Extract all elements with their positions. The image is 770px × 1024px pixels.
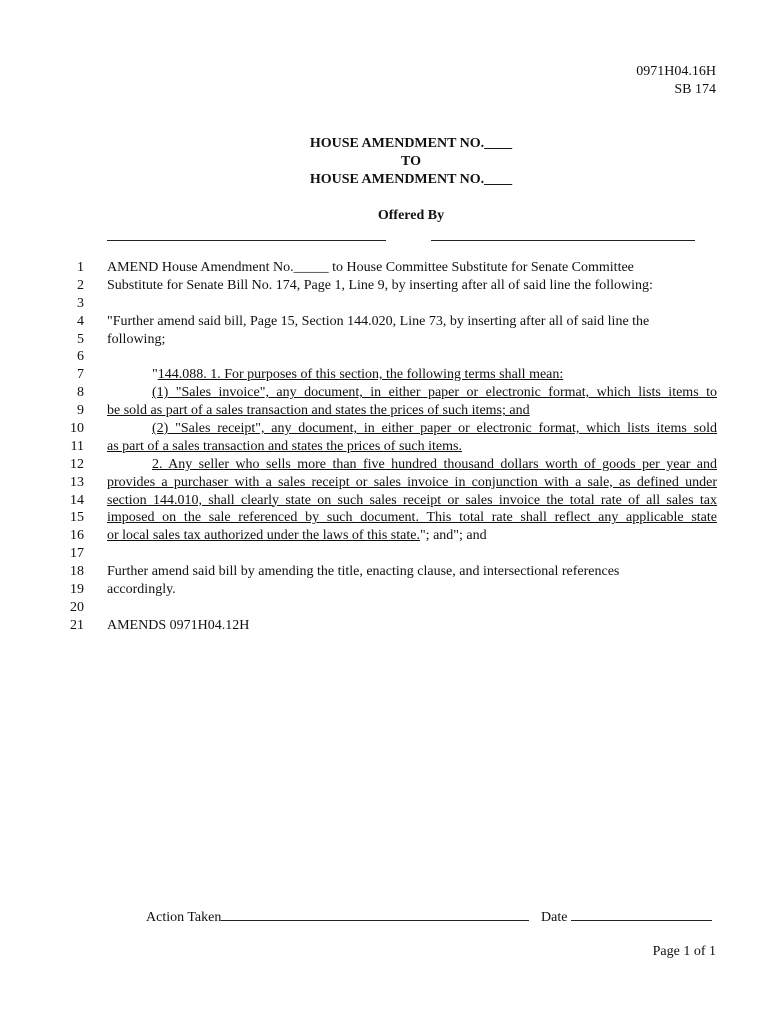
body-line (0, 617, 770, 635)
offered-by-signature-line-left (107, 240, 386, 241)
line-number: 2 (77, 277, 84, 293)
bill-number: SB 174 (674, 82, 716, 97)
body-line (0, 527, 770, 545)
offered-by-label: Offered By (377, 208, 445, 223)
body-line (0, 277, 770, 295)
opening-quote: " (152, 367, 158, 383)
line-text: AMEND House Amendment No._____ to House Committee Substitute for Senate Committee (107, 260, 634, 275)
body-line (0, 259, 770, 277)
action-taken-blank (221, 906, 529, 921)
body-line (0, 599, 770, 617)
body-line (0, 348, 770, 366)
line-text (107, 527, 717, 545)
line-number: 6 (77, 349, 84, 365)
body-line (0, 295, 770, 313)
page-number: Page 1 of 1 (652, 944, 716, 959)
line-text (107, 366, 717, 384)
line-text: Substitute for Senate Bill No. 174, Page 1, Line 9, by inserting after all of said line the following: (107, 277, 653, 293)
new-text-underlined: (1) "Sales invoice", any document, in either paper or electronic format, which lists items to (152, 385, 717, 401)
body-line (0, 581, 770, 599)
line-text: AMENDS 0971H04.12H (107, 617, 250, 633)
line-number: 7 (77, 367, 84, 383)
line-number: 19 (70, 582, 84, 598)
line-number: 18 (70, 564, 84, 580)
body-line (0, 384, 770, 402)
new-text-underlined: be sold as part of a sales transaction and states the prices of such items; and (107, 403, 530, 419)
line-text: Further amend said bill by amending the title, enacting clause, and intersectional references (107, 564, 620, 580)
new-text-underlined: imposed on the sale referenced by such document. This total rate shall reflect any applicable state (107, 510, 717, 526)
line-number: 16 (70, 528, 84, 544)
closing-text: "; and"; and (419, 528, 487, 544)
date-field (541, 906, 712, 927)
body-line (0, 366, 770, 384)
offered-by-signature-line-right (431, 240, 695, 241)
line-number: 11 (70, 438, 84, 454)
new-text-underlined: section 144.010, shall clearly state on such sales receipt or sales invoice the total rate of all sales tax (107, 492, 717, 508)
line-number: 15 (70, 510, 84, 526)
amendment-title-line-3: HOUSE AMENDMENT NO.____ (309, 172, 513, 187)
body-line (0, 474, 770, 492)
line-number: 5 (77, 331, 84, 347)
line-number: 4 (77, 313, 84, 329)
body-line (0, 509, 770, 527)
new-text-underlined: provides a purchaser with a sales receipt or sales invoice in conjunction with a sale, as defined under (107, 474, 717, 490)
line-text: following; (107, 331, 166, 347)
line-text: accordingly. (107, 582, 176, 598)
action-taken-field (146, 906, 529, 927)
line-number: 17 (70, 546, 84, 562)
amendment-title-line-1: HOUSE AMENDMENT NO.____ (309, 136, 513, 151)
amendment-title-line-2: TO (401, 154, 421, 169)
date-label: Date (541, 910, 568, 925)
body-line (0, 420, 770, 438)
new-text-underlined: 144.088. 1. For purposes of this section, the following terms shall mean: (157, 367, 564, 383)
body-line (0, 456, 770, 474)
line-number: 20 (70, 599, 84, 615)
new-text-underlined: or local sales tax authorized under the laws of this state. (107, 528, 420, 544)
new-text-underlined: 2. Any seller who sells more than five hundred thousand dollars worth of goods per year and (152, 456, 717, 472)
line-number: 13 (70, 474, 84, 490)
line-number: 8 (77, 385, 84, 401)
line-number: 14 (70, 492, 84, 508)
line-number: 21 (70, 617, 84, 633)
line-text: "Further amend said bill, Page 15, Section 144.020, Line 73, by inserting after all of said line the (107, 313, 650, 329)
body-line (0, 331, 770, 349)
new-text-underlined: (2) "Sales receipt", any document, in either paper or electronic format, which lists items sold (152, 421, 717, 437)
line-number: 12 (70, 456, 84, 472)
body-line (0, 402, 770, 420)
line-number: 9 (77, 403, 84, 419)
body-line (0, 563, 770, 581)
action-taken-label: Action Taken (146, 910, 222, 925)
document-id: 0971H04.16H (636, 64, 716, 79)
body-line (0, 438, 770, 456)
line-number: 10 (70, 421, 84, 437)
body-line (0, 545, 770, 563)
new-text-underlined: as part of a sales transaction and states the prices of such items. (107, 438, 462, 454)
date-blank (571, 906, 712, 921)
amendment-body (0, 259, 770, 635)
line-number: 1 (77, 260, 84, 275)
line-number: 3 (77, 295, 84, 311)
body-line (0, 492, 770, 510)
body-line (0, 313, 770, 331)
